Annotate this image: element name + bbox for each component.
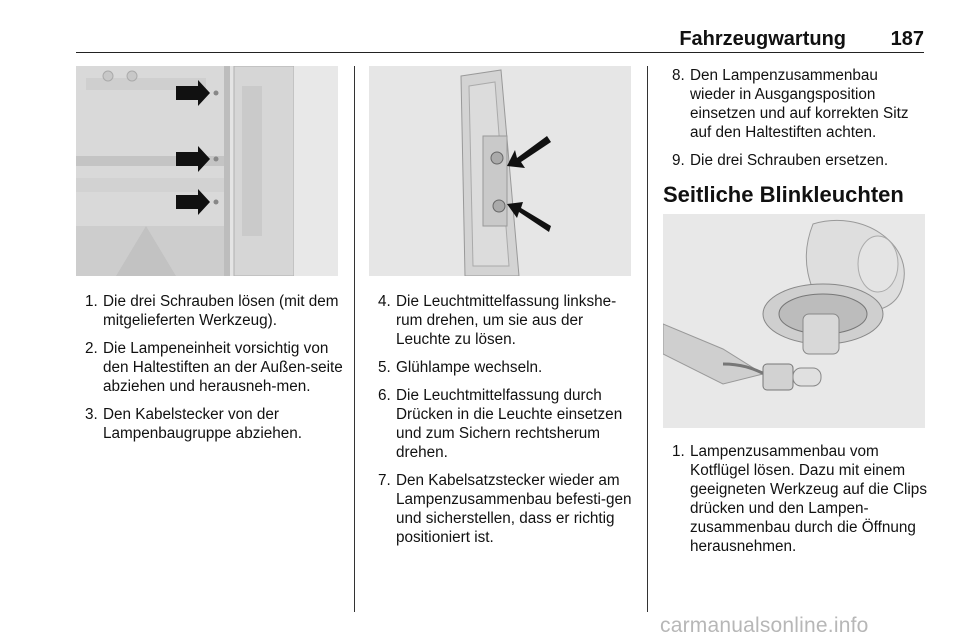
steps-list-right-bottom	[663, 442, 927, 565]
page-number: 187	[890, 28, 924, 50]
list-item: 4. Die Leuchtmittelfassung linkshe-rum drehen, um sie aus der Leuchte zu lösen.	[378, 293, 617, 348]
list-item: 7. Den Kabelsatzstecker wieder am Lampenzusammenbau befesti-gen und sicherstellen, dass er richtig positioniert ist.	[378, 472, 632, 546]
list-item: 5. Glühlampe wechseln.	[378, 359, 543, 376]
steps-list-right-top	[663, 66, 927, 179]
figure-lamp-socket	[369, 66, 631, 276]
column-divider-left	[354, 66, 355, 612]
list-item: 9. Die drei Schrauben ersetzen.	[672, 152, 889, 169]
steps-list-left	[76, 292, 346, 452]
steps-list-middle	[369, 292, 639, 556]
list-item: 1. Lampenzusammenbau vom Kotflügel lösen. Dazu mit einem geeigneten Werkzeug auf die Clips drücken und den Lampen-zusammenbau durch die Öffnung herausnehmen.	[672, 443, 927, 555]
list-item: 8. Den Lampenzusammenbau wieder in Ausgangsposition einsetzen und auf korrekten Sitz auf den Haltestiften achten.	[672, 67, 909, 141]
list-item: 3. Den Kabelstecker von der Lampenbaugruppe abziehen.	[85, 406, 303, 442]
watermark: carmanualsonline.info	[660, 614, 869, 637]
section-title: Seitliche Blinkleuchten	[663, 182, 904, 207]
page-header	[76, 28, 924, 53]
list-item: 1. Die drei Schrauben lösen (mit dem mitgelieferten Werkzeug).	[85, 293, 339, 329]
column-divider-right	[647, 66, 648, 612]
page-title: Fahrzeugwartung	[679, 28, 846, 50]
list-item: 2. Die Lampeneinheit vorsichtig von den Haltestiften an der Außen-seite abziehen und herausneh-men.	[85, 340, 343, 395]
figure-tail-lamp-screws	[76, 66, 338, 276]
list-item: 6. Die Leuchtmittelfassung durch Drücken in die Leuchte einsetzen und zum Sichern rechtsherum drehen.	[378, 387, 623, 461]
figure-side-indicator	[663, 214, 925, 428]
